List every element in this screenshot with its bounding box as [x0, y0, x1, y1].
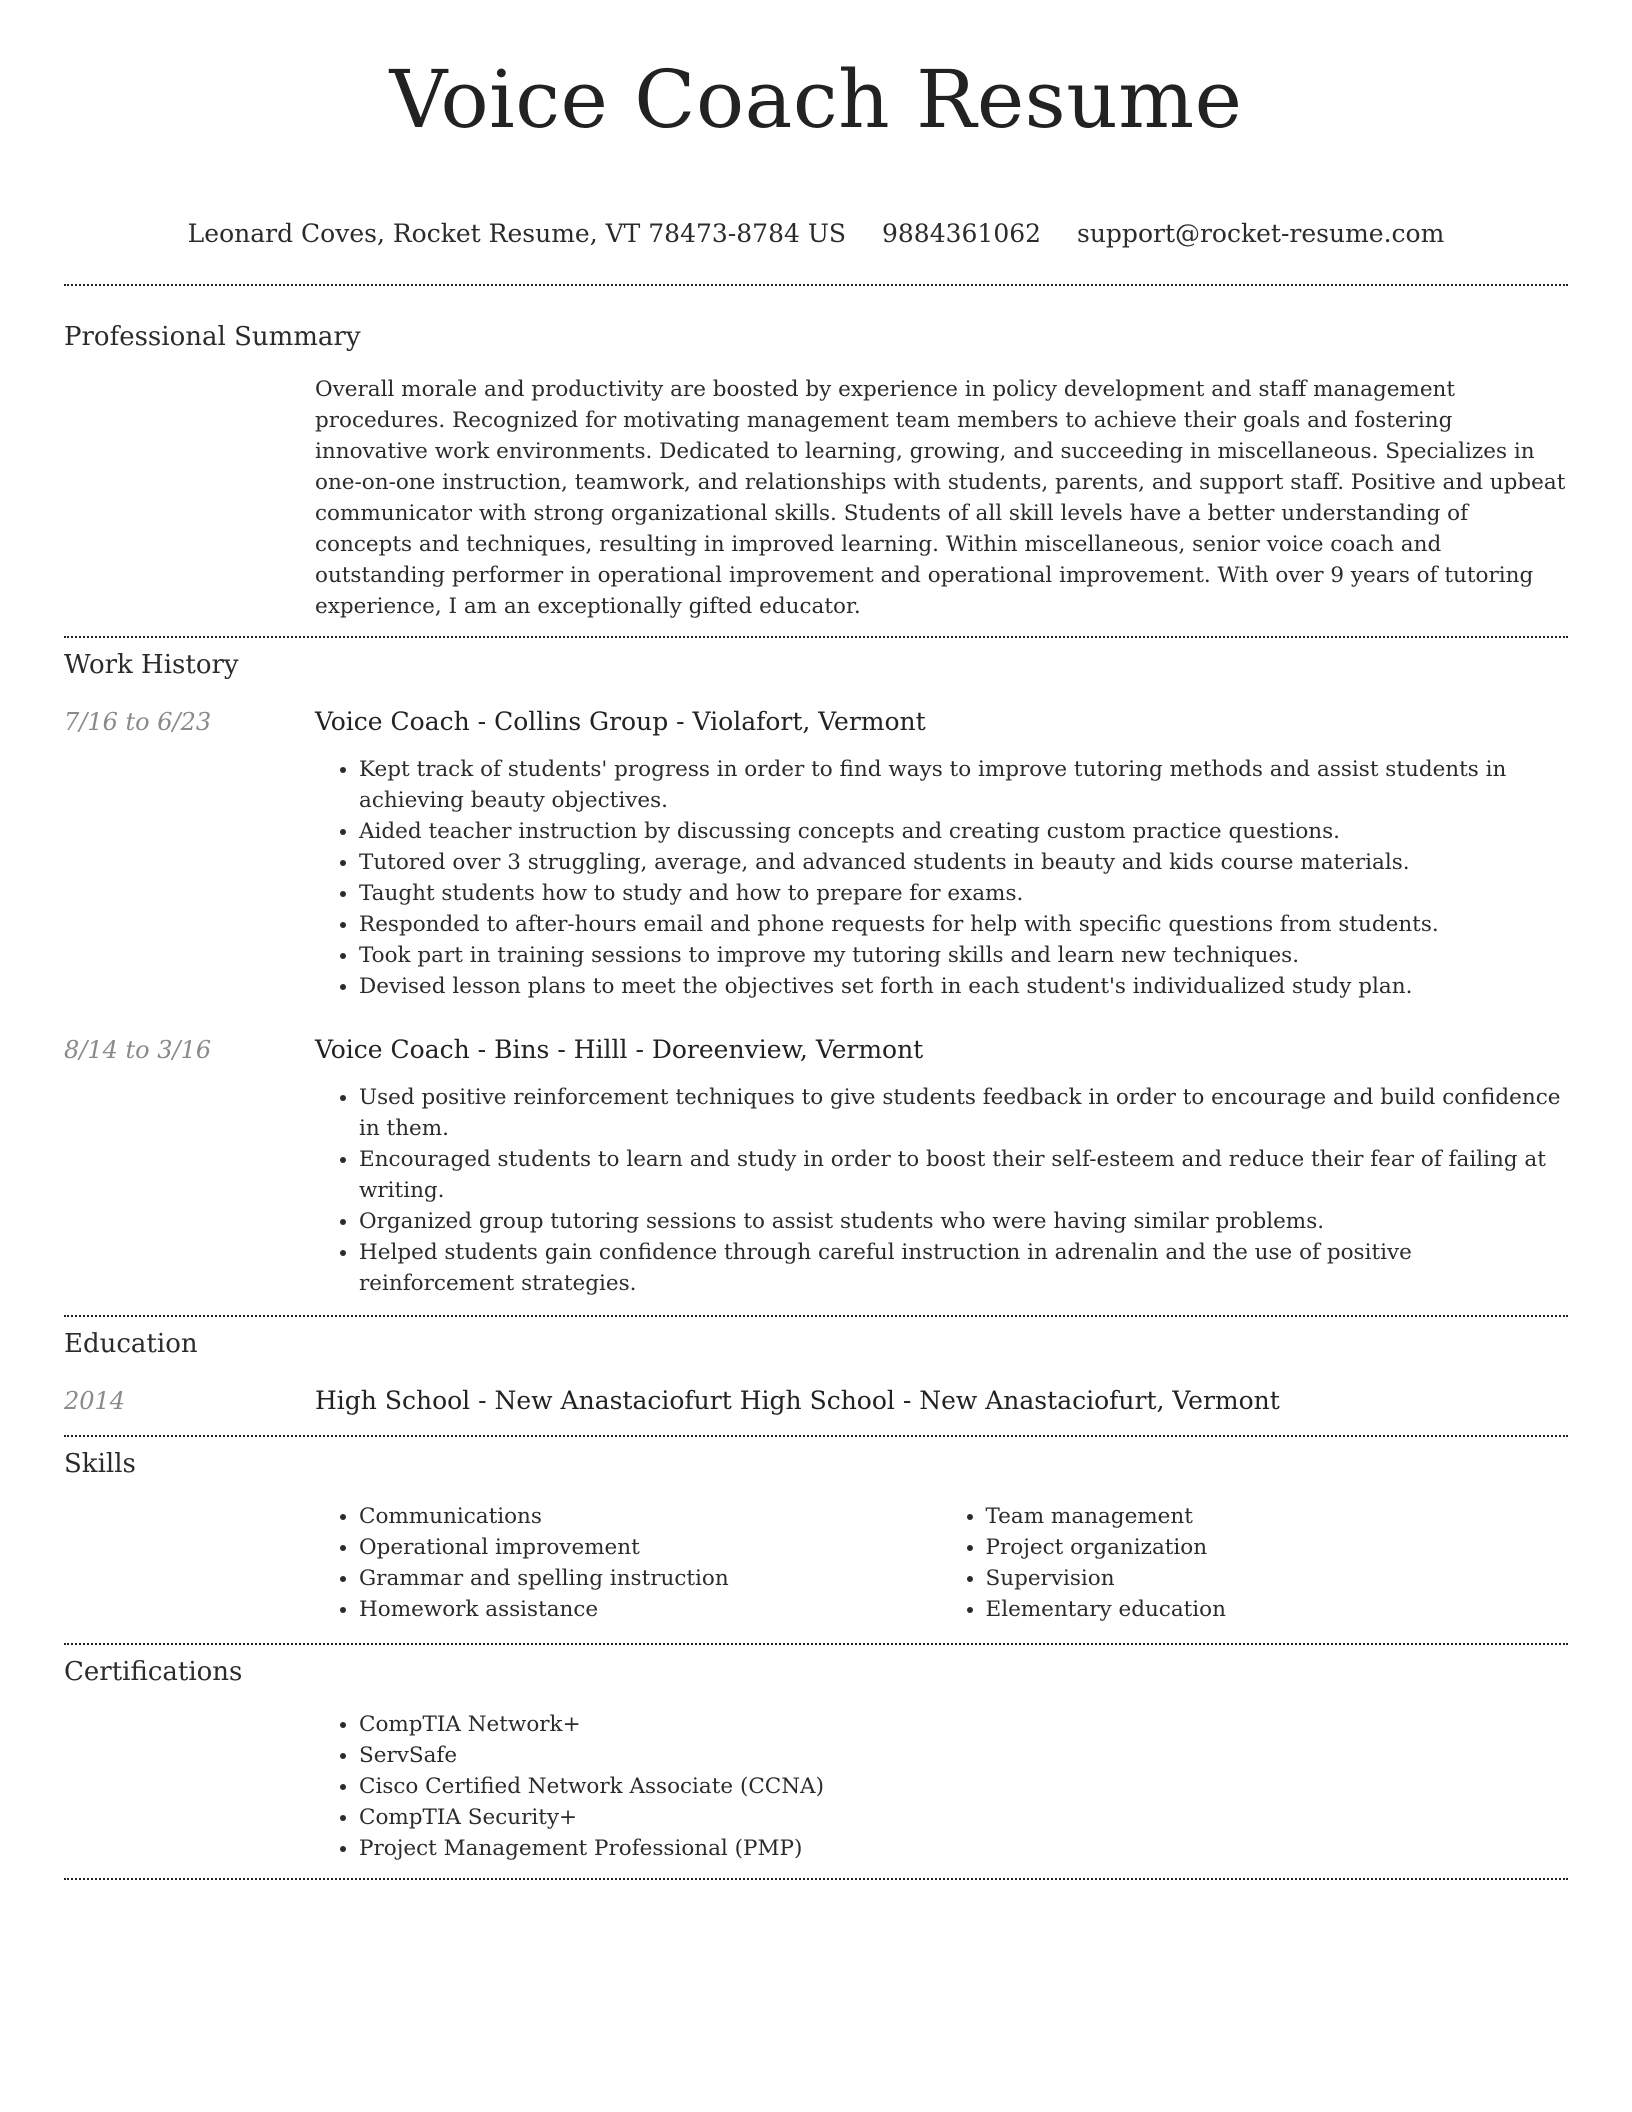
work-history-section — [64, 638, 1568, 1299]
section-heading: Work History — [64, 650, 239, 680]
list-item: • Supervision — [986, 1563, 1569, 1594]
list-item: • Project organization — [986, 1532, 1569, 1563]
list-item: • CompTIA Security+ — [359, 1802, 1568, 1833]
list-item: • ServSafe — [359, 1740, 1568, 1771]
list-item: • Kept track of students' progress in order to find ways to improve tutoring methods and assist students in achieving beauty objectives. — [359, 754, 1568, 816]
list-item: • Devised lesson plans to meet the objectives set forth in each student's individualized study plan. — [359, 971, 1568, 1002]
education-section — [64, 1317, 1568, 1417]
list-item: • Tutored over 3 struggling, average, and advanced students in beauty and kids course materials. — [359, 847, 1568, 878]
section-heading: Professional Summary — [64, 322, 361, 352]
job-bullets — [315, 1082, 1568, 1299]
certifications-section — [64, 1645, 1568, 1864]
job-entry — [64, 706, 1568, 1002]
list-item: • Grammar and spelling instruction — [359, 1563, 942, 1594]
list-item: • Cisco Certified Network Associate (CCNA) — [359, 1771, 1568, 1802]
job-title: Voice Coach - Collins Group - Violafort, Vermont — [315, 707, 926, 736]
contact-address: Leonard Coves, Rocket Resume, VT 78473-8784 US — [187, 219, 847, 248]
list-item: • Project Management Professional (PMP) — [359, 1833, 1568, 1864]
job-title: Voice Coach - Bins - Hilll - Doreenview, Vermont — [315, 1035, 924, 1064]
summary-text: Overall morale and productivity are boosted by experience in policy development and staff management procedures. Recognized for motivating management team members to achieve their goals and fostering innovative work environments. Dedicated to learning, growing, and succeeding in miscellaneous. Specializes in one-on-one instruction, teamwork, and relationships with students, parents, and support staff. Positive and upbeat communicator with strong organizational skills. Students of all skill levels have a better understanding of concepts and techniques, resulting in improved learning. Within miscellaneous, senior voice coach and outstanding performer in operational improvement and operational improvement. With over 9 years of tutoring experience, I am an exceptionally gifted educator. — [315, 377, 1566, 619]
list-item: • Homework assistance — [359, 1594, 942, 1625]
list-item: • Aided teacher instruction by discussing concepts and creating custom practice questions. — [359, 816, 1568, 847]
section-heading: Certifications — [64, 1657, 243, 1687]
contact-line — [64, 218, 1568, 250]
contact-phone: 9884361062 — [881, 219, 1042, 248]
skills-list-right — [942, 1501, 1569, 1625]
contact-email: support@rocket-resume.com — [1077, 219, 1445, 248]
summary-section — [64, 286, 1568, 622]
list-item: • Elementary education — [986, 1594, 1569, 1625]
skills-list-left — [315, 1501, 942, 1625]
certifications-list — [315, 1709, 1568, 1864]
job-entry — [64, 1034, 1568, 1299]
section-heading: Education — [64, 1329, 198, 1359]
list-item: • Used positive reinforcement techniques to give students feedback in order to encourage and build confidence in them. — [359, 1082, 1568, 1144]
list-item: • Responded to after-hours email and phone requests for help with specific questions from students. — [359, 909, 1568, 940]
list-item: • Communications — [359, 1501, 942, 1532]
list-item: • CompTIA Network+ — [359, 1709, 1568, 1740]
list-item: • Taught students how to study and how to prepare for exams. — [359, 878, 1568, 909]
divider — [64, 1878, 1568, 1880]
list-item: • Took part in training sessions to improve my tutoring skills and learn new techniques. — [359, 940, 1568, 971]
job-dates: 8/14 to 3/16 — [64, 1036, 212, 1064]
list-item: • Helped students gain confidence through careful instruction in adrenalin and the use of positive reinforcement strategies. — [359, 1237, 1568, 1299]
job-bullets — [315, 754, 1568, 1002]
skills-section — [64, 1437, 1568, 1625]
education-entry: High School - New Anastaciofurt High School - New Anastaciofurt, Vermont — [315, 1386, 1280, 1415]
list-item: • Team management — [986, 1501, 1569, 1532]
job-dates: 7/16 to 6/23 — [64, 708, 212, 736]
list-item: • Operational improvement — [359, 1532, 942, 1563]
page-title: Voice Coach Resume — [389, 53, 1243, 146]
list-item: • Encouraged students to learn and study in order to boost their self-esteem and reduce their fear of failing at writing. — [359, 1144, 1568, 1206]
list-item: • Organized group tutoring sessions to assist students who were having similar problems. — [359, 1206, 1568, 1237]
section-heading: Skills — [64, 1449, 136, 1479]
education-year: 2014 — [64, 1387, 126, 1415]
